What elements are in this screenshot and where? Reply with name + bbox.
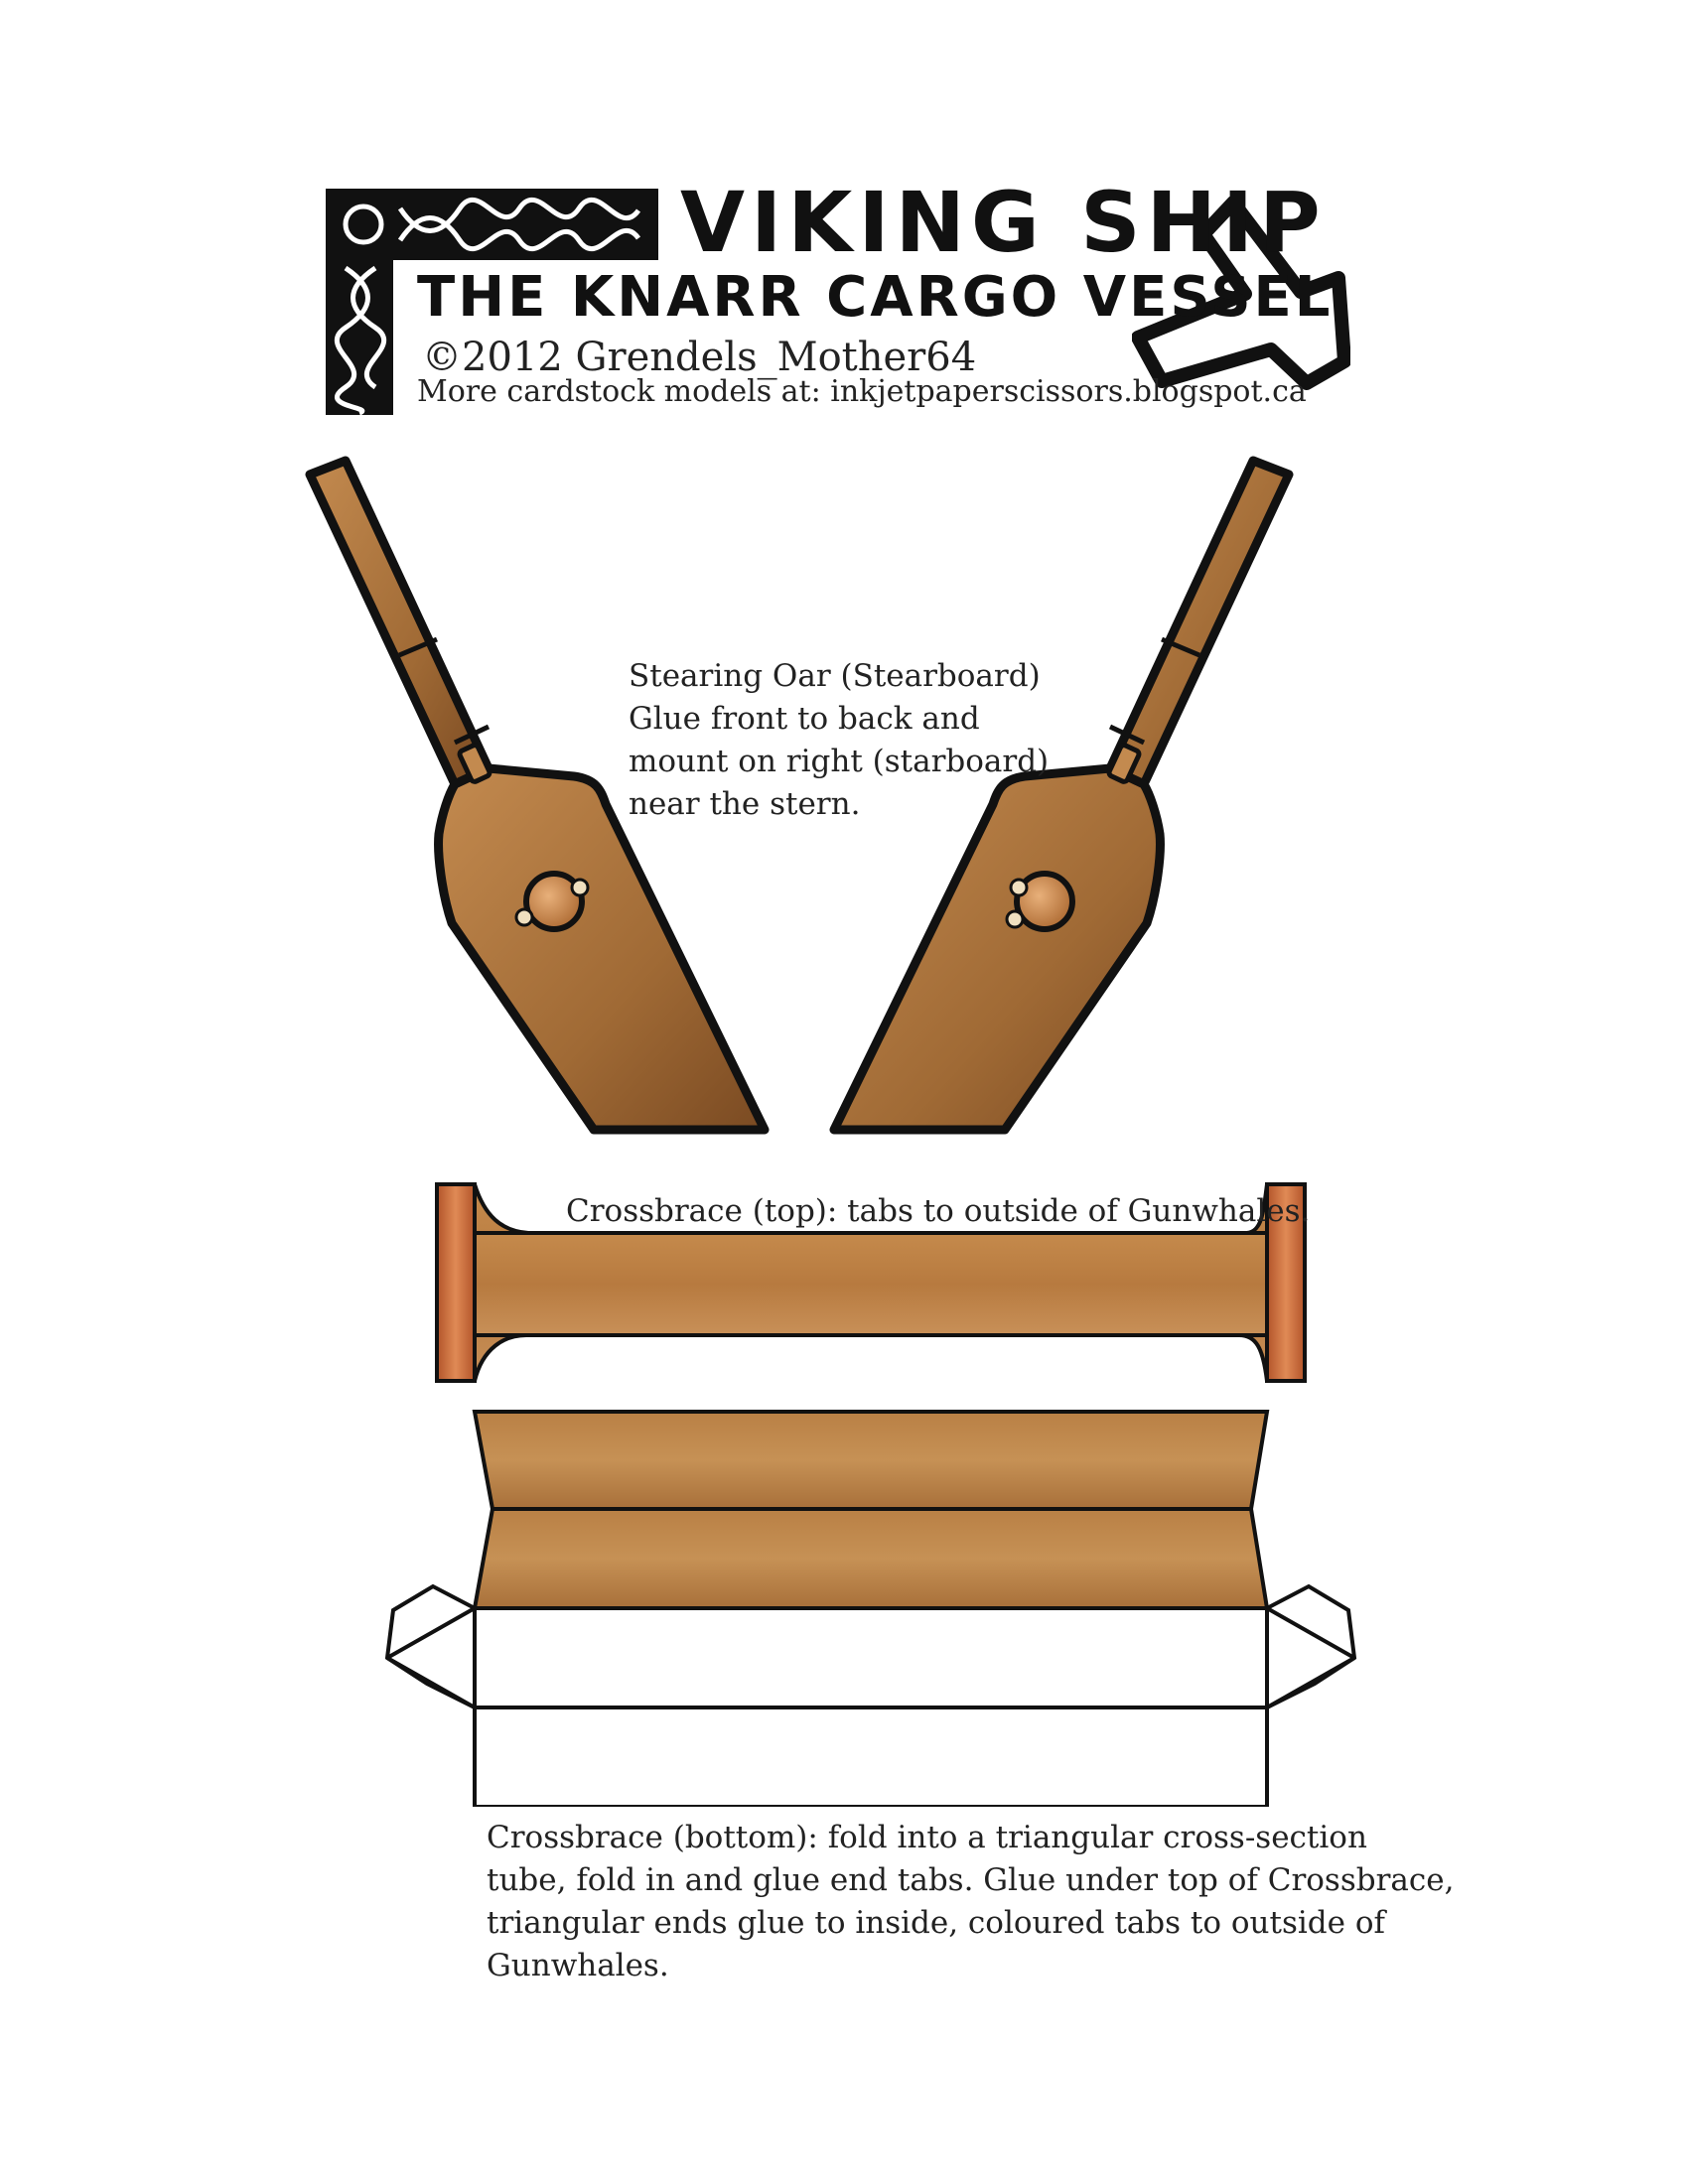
crossbrace-bottom <box>0 1390 1688 1807</box>
crossbrace-top-label: Crossbrace (top): tabs to outside of Gunwhales. <box>566 1193 1311 1229</box>
crossbrace-bottom-note: Crossbrace (bottom): fold into a triangular cross-section tube, fold in and glue end tabs. Glue under top of Crossbrace, triangular ends glue to inside, coloured tabs to outside of Gunwhales. <box>487 1820 1455 1983</box>
page-subtitle: THE KNARR CARGO VESSEL <box>417 265 1334 330</box>
copyright-line: ©2012 Grendels_Mother64 <box>422 335 977 380</box>
oar-note: Stearing Oar (Stearboard) Glue front to back and mount on right (starboard) near the stern. <box>629 658 1050 822</box>
page-title: VIKING SHIP <box>680 174 1327 271</box>
website-line: More cardstock models at: inkjetpaperscissors.blogspot.ca <box>417 374 1307 409</box>
